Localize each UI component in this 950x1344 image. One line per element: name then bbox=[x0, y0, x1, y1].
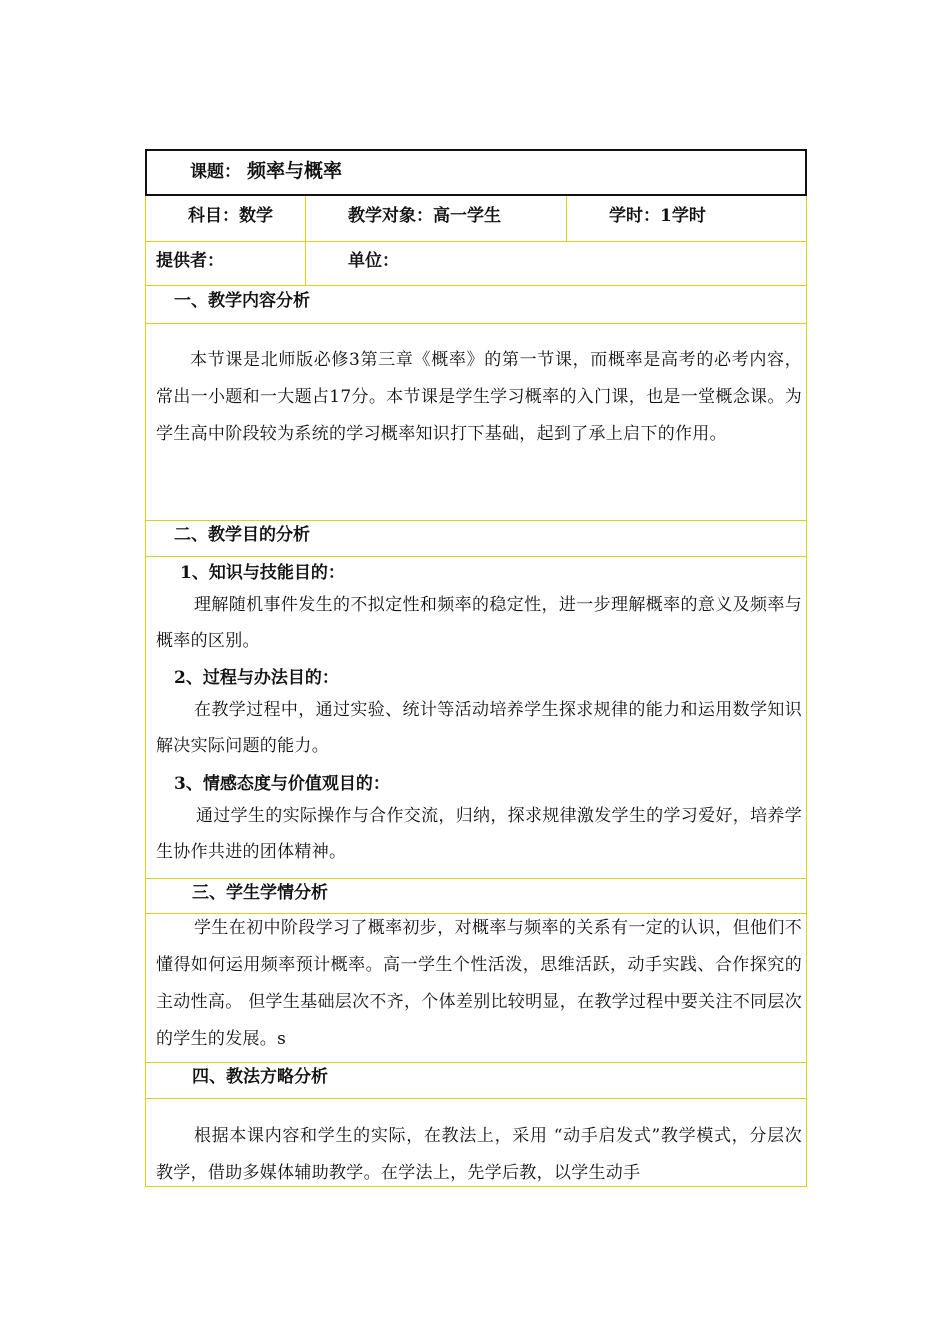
goal-2-body: 在教学过程中，通过实验、统计等活动培养学生探求规律的能力和运用数学知识解决实际问题的能力。 bbox=[156, 700, 802, 756]
hours-cell: 学时：1学时 bbox=[609, 206, 706, 226]
divider bbox=[146, 1062, 806, 1063]
title-row bbox=[145, 149, 807, 196]
section-heading-student-analysis: 三、学生学情分析 bbox=[192, 883, 328, 903]
student-analysis-paragraph: 学生在初中阶段学习了概率初步，对概率与频率的关系有一定的认识，但他们不懂得如何运用频率预计概率。高一学生个性活泼，思维活跃，动手实践、合作探究的主动性高。 但学生基础层次不齐，个体差别比较明显，在教学过程中要关注不同层次的学生的发展。s bbox=[156, 918, 802, 1049]
divider bbox=[305, 196, 306, 241]
divider bbox=[566, 196, 567, 241]
section-heading-method-analysis: 四、教法方略分析 bbox=[192, 1067, 328, 1087]
method-analysis-paragraph: 根据本课内容和学生的实际，在教法上，采用 “动手启发式”教学模式，分层次教学，借助多媒体辅助教学。在学法上，先学后教，以学生动手 bbox=[156, 1126, 802, 1183]
divider bbox=[146, 241, 806, 242]
content-analysis-paragraph: 本节课是北师版必修3第三章《概率》的第一节课，而概率是高考的必考内容，常出一小题和一大题占17分。本节课是学生学习概率的入门课，也是一堂概念课。为学生高中阶段较为系统的学习概率知识打下基础，起到了承上启下的作用。 bbox=[156, 350, 802, 444]
subject-cell: 科目：数学 bbox=[188, 206, 273, 226]
section-heading-goals: 二、教学目的分析 bbox=[174, 525, 310, 545]
title-label: 课题： bbox=[190, 162, 241, 182]
divider bbox=[146, 285, 806, 286]
provider-cell: 提供者： bbox=[156, 251, 224, 271]
goal-3-title: 3、情感态度与价值观目的： bbox=[174, 774, 390, 794]
lesson-plan-table bbox=[145, 149, 807, 1187]
lesson-title: 频率与概率 bbox=[247, 160, 343, 182]
divider bbox=[146, 878, 806, 879]
divider bbox=[146, 323, 806, 324]
divider bbox=[146, 556, 806, 557]
goal-1-title: 1、知识与技能目的： bbox=[180, 563, 345, 583]
audience-cell: 教学对象：高一学生 bbox=[348, 206, 501, 226]
unit-cell: 单位： bbox=[348, 251, 399, 271]
divider bbox=[146, 520, 806, 521]
divider bbox=[305, 241, 306, 285]
divider bbox=[146, 1098, 806, 1099]
goal-1-body: 理解随机事件发生的不拟定性和频率的稳定性，进一步理解概率的意义及频率与概率的区别。 bbox=[156, 595, 802, 651]
section-heading-content-analysis: 一、教学内容分析 bbox=[174, 291, 310, 311]
goal-2-title: 2、过程与办法目的： bbox=[174, 668, 339, 688]
goal-3-body: 通过学生的实际操作与合作交流，归纳，探求规律激发学生的学习爱好，培养学生协作共进的团体精神。 bbox=[156, 806, 802, 862]
